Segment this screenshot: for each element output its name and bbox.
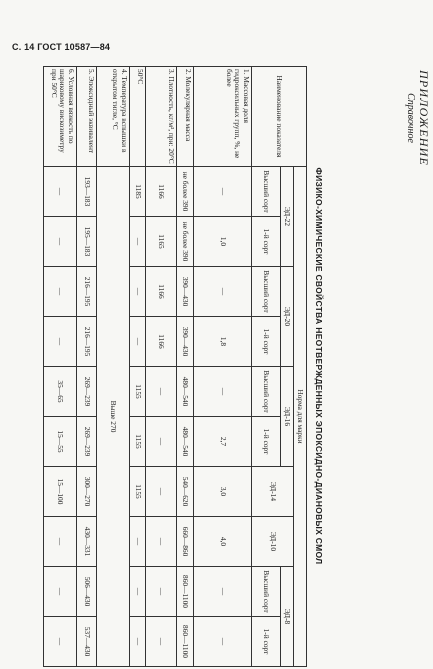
cell: — — [194, 617, 252, 667]
cell: 480—540 — [177, 367, 194, 417]
cell: не более 390 — [177, 217, 194, 267]
cell: 1155 — [130, 417, 146, 467]
cell: 269—239 — [77, 367, 97, 417]
grade-ed20: ЭД-20 — [281, 267, 294, 367]
table-row — [97, 67, 130, 667]
cell: 506—430 — [77, 567, 97, 617]
cell: — — [194, 567, 252, 617]
cell: 3,0 — [194, 467, 252, 517]
cell: 1166 — [146, 317, 177, 367]
cell: — — [146, 617, 177, 667]
norm-header: Норма для марки — [294, 167, 307, 667]
sub-top-ed22: Высший сорт — [252, 167, 281, 217]
appendix-title: ПРИЛОЖЕНИЕ — [417, 70, 431, 166]
cell: 4,0 — [194, 517, 252, 567]
cell: 1166 — [146, 167, 177, 217]
appendix-subtitle: Справочное — [405, 93, 416, 143]
rotated-table-block — [49, 66, 329, 666]
cell: — — [146, 467, 177, 517]
cell: 390—430 — [177, 317, 194, 367]
row-label: 3. Плотность, кг/м³, при: 20°С — [146, 67, 177, 167]
cell: — — [130, 567, 146, 617]
cell: — — [194, 167, 252, 217]
grade-ed14: ЭД-14 — [252, 467, 294, 517]
column-header-name: Наименование показателя — [252, 67, 307, 167]
cell: — — [44, 517, 77, 567]
cell: 1165 — [146, 217, 177, 267]
cell: 15—55 — [44, 417, 77, 467]
cell: 2,7 — [194, 417, 252, 467]
cell: — — [130, 267, 146, 317]
cell: — — [194, 367, 252, 417]
cell: 1185 — [130, 167, 146, 217]
row-label: 2. Молекулярная масса — [177, 67, 194, 167]
cell: 216—195 — [77, 267, 97, 317]
sub-first-ed8: 1-й сорт — [252, 617, 281, 667]
cell: 537—430 — [77, 617, 97, 667]
table-row — [146, 67, 177, 667]
cell: — — [130, 317, 146, 367]
cell: 390—430 — [177, 267, 194, 317]
cell: — — [44, 167, 77, 217]
page-header: С. 14 ГОСТ 10587—84 — [12, 42, 111, 52]
cell: 300—270 — [77, 467, 97, 517]
row-label: 5. Эпоксидный эквивалент — [77, 67, 97, 167]
cell: 195—183 — [77, 217, 97, 267]
sub-top-ed8: Высший сорт — [252, 567, 281, 617]
cell: — — [130, 517, 146, 567]
cell: 1166 — [146, 267, 177, 317]
cell: 860—1100 — [177, 567, 194, 617]
cell: — — [130, 217, 146, 267]
sub-top-ed16: Высший сорт — [252, 367, 281, 417]
grade-ed8: ЭД-8 — [281, 567, 294, 667]
grade-ed16: ЭД-16 — [281, 367, 294, 467]
grade-ed22: ЭД-22 — [281, 167, 294, 267]
row-label: 4. Температура вспышки в открытом тигле, °С — [97, 67, 130, 167]
sub-top-ed20: Высший сорт — [252, 267, 281, 317]
table-row — [77, 67, 97, 667]
sub-first-ed20: 1-й сорт — [252, 317, 281, 367]
cell: — — [194, 267, 252, 317]
merged-cell: Выше 270 — [97, 167, 130, 667]
cell: 430—331 — [77, 517, 97, 567]
row-label: 1. Массовая доля гидроксильных групп, %, не более — [194, 67, 252, 167]
cell: — — [44, 217, 77, 267]
sub-first-ed22: 1-й сорт — [252, 217, 281, 267]
cell: не более 390 — [177, 167, 194, 217]
cell: — — [146, 517, 177, 567]
sub-first-ed16: 1-й сорт — [252, 417, 281, 467]
cell: 1,0 — [194, 217, 252, 267]
cell: 193—183 — [77, 167, 97, 217]
cell: 860—1100 — [177, 617, 194, 667]
cell: 1155 — [130, 367, 146, 417]
cell: 269—239 — [77, 417, 97, 467]
appendix-label — [404, 70, 430, 166]
cell: 480—540 — [177, 417, 194, 467]
cell: 1,8 — [194, 317, 252, 367]
cell: 216—195 — [77, 317, 97, 367]
cell: 35—65 — [44, 367, 77, 417]
cell: 540—620 — [177, 467, 194, 517]
table-row — [194, 67, 252, 667]
cell: — — [44, 567, 77, 617]
cell: 1155 — [130, 467, 146, 517]
row-label: 6. Условная вязкость по шариковому вискозиметру при 50°С — [44, 67, 77, 167]
properties-table — [43, 66, 307, 667]
cell: 660—860 — [177, 517, 194, 567]
cell: — — [44, 317, 77, 367]
cell: 15—100 — [44, 467, 77, 517]
cell: — — [44, 267, 77, 317]
cell: — — [146, 417, 177, 467]
cell: — — [146, 367, 177, 417]
cell: — — [44, 617, 77, 667]
cell: — — [146, 567, 177, 617]
table-row — [177, 67, 194, 667]
grade-ed10: ЭД-10 — [252, 517, 294, 567]
table-row — [44, 67, 77, 667]
cell: — — [130, 617, 146, 667]
row-label: 50°С — [130, 67, 146, 167]
table-title: ФИЗИКО-ХИМИЧЕСКИЕ СВОЙСТВА НЕОТВЕРЖДЕННЫХ ЭПОКСИДНО-ДИАНОВЫХ СМОЛ — [314, 167, 324, 565]
table-row — [130, 67, 146, 667]
